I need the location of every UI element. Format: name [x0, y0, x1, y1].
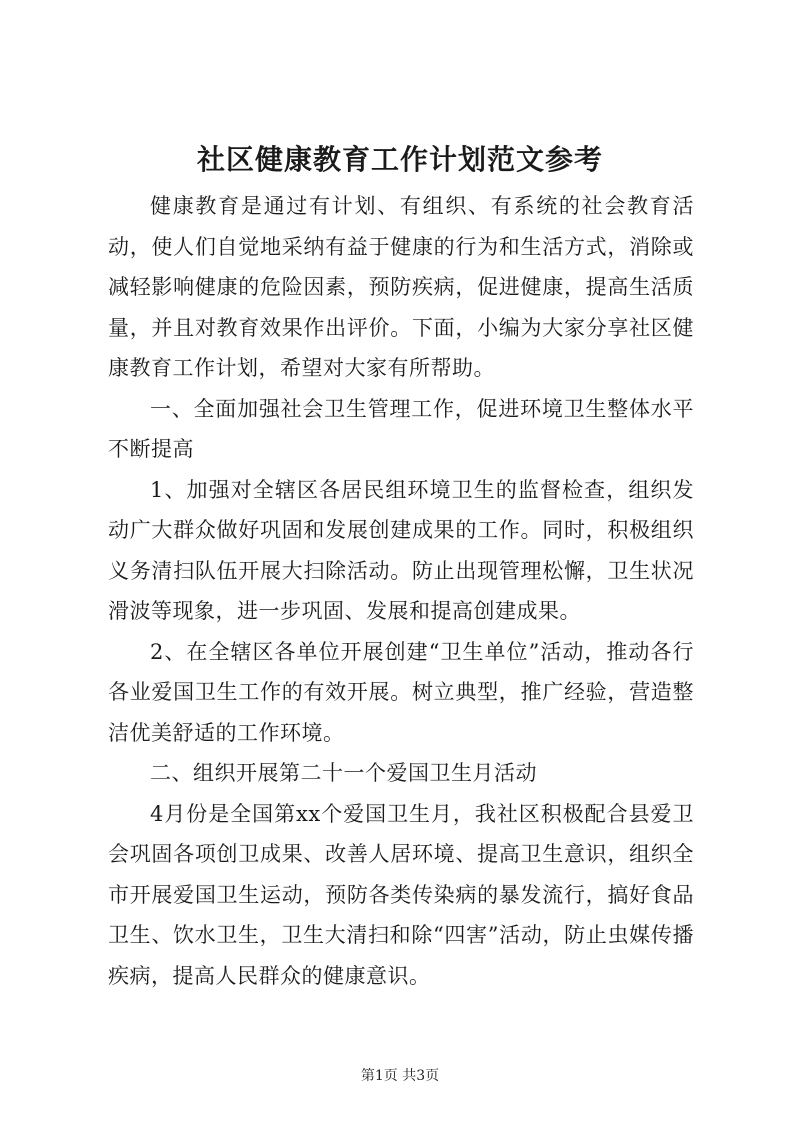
- paragraph-intro: 健康教育是通过有计划、有组织、有系统的社会教育活动，使人们自觉地采纳有益于健康的行为和生活方式，消除或减轻影响健康的危险因素，预防疾病，促进健康，提高生活质量，并且对教育效果作出评价。下面，小编为大家分享社区健康教育工作计划，希望对大家有所帮助。: [108, 194, 694, 380]
- document-body: [108, 186, 694, 996]
- page-footer: 第1页 共3页: [360, 1068, 440, 1084]
- section-heading-1: 一、全面加强社会卫生管理工作，促进环境卫生整体水平不断提高: [108, 396, 694, 461]
- paragraph-item-2: 2、在全辖区各单位开展创建“卫生单位”活动，推动各行各业爱国卫生工作的有效开展。树立典型，推广经验，营造整洁优美舒适的工作环境。: [108, 639, 694, 745]
- paragraph-item-1: 1、加强对全辖区各居民组环境卫生的监督检查，组织发动广大群众做好巩固和发展创建成果的工作。同时，积极组织义务清扫队伍开展大扫除活动。防止出现管理松懈，卫生状况滑波等现象，进一步巩固、发展和提高创建成果。: [108, 477, 694, 623]
- document-title: 社区健康教育工作计划范文参考: [196, 143, 603, 176]
- section-heading-2: 二、组织开展第二十一个爱国卫生月活动: [150, 761, 537, 785]
- paragraph-health-month: 4月份是全国第xx个爱国卫生月，我社区积极配合县爱卫会巩固各项创卫成果、改善人居环境、提高卫生意识，组织全市开展爱国卫生运动，预防各类传染病的暴发流行，搞好食品卫生、饮水卫生，卫生大清扫和除“四害”活动，防止虫媒传播疾病，提高人民群众的健康意识。: [108, 801, 694, 988]
